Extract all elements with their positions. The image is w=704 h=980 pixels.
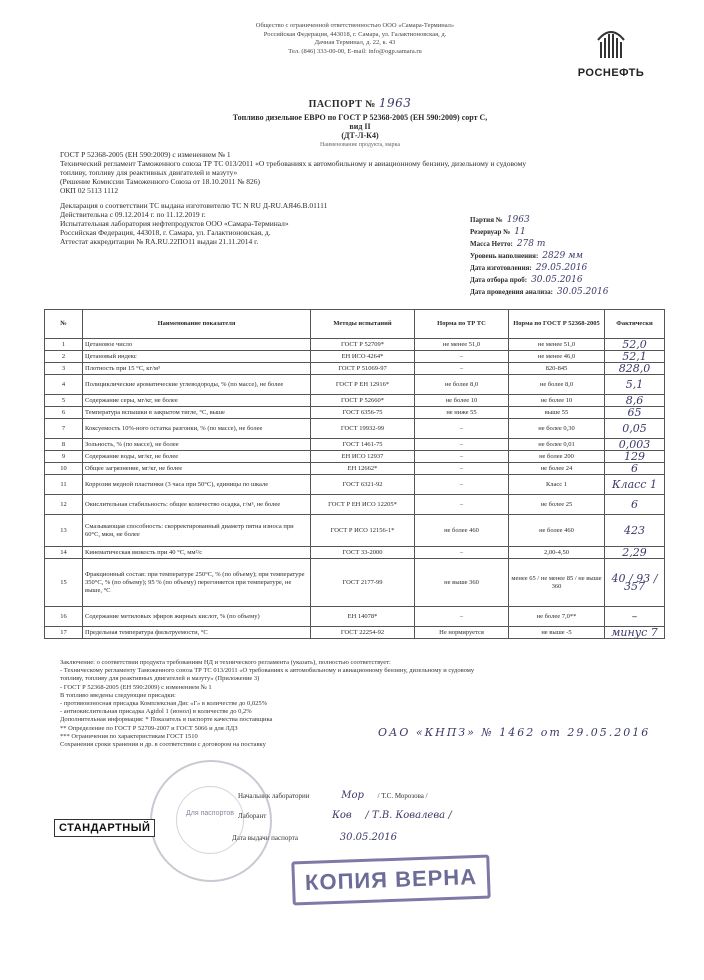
batch-value: 2829 мм [542,251,583,261]
table-row [45,463,665,475]
table-row [45,351,665,363]
cell-actual: 129 [605,451,665,463]
conclusion-line: Сохранения сроки хранения и др. в соответствии с договором на поставку [60,741,266,749]
cell-number: 12 [45,495,83,515]
conclusion-line: В топливо введены следующие присадки: [60,691,176,699]
cell-norm-gost: не более 25 [509,495,605,515]
cell-number: 5 [45,395,83,407]
table-row [45,515,665,547]
cell-actual: 52,1 [605,351,665,363]
cell-number: 3 [45,363,83,375]
batch-label: Дата проведения анализа: [470,288,553,296]
col-header: Норма по ГОСТ Р 52368-2005 [509,310,605,339]
table-header-row [45,310,665,339]
normative-line: Действительна с 09.12.2014 г. по 11.12.2019 г. [60,210,206,219]
cell-norm-gost: выше 55 [509,407,605,419]
cell-indicator: Коррозия медной пластинки (3 часа при 50°С), единицы по шкале [83,475,311,495]
batch-label: Дата изготовления: [470,264,532,272]
passport-title-prefix: ПАСПОРТ № [308,99,376,110]
cell-actual: 52,0 [605,339,665,351]
signature-name: / Т.С. Морозова / [377,792,428,800]
cell-norm-trts: – [415,475,509,495]
cell-indicator: Общее загрязнение, мг/кг, не более [83,463,311,475]
cell-number: 1 [45,339,83,351]
cell-norm-trts: Не нормируется [415,627,509,639]
cell-method: ГОСТ 19932-99 [311,419,415,439]
cell-norm-gost: Класс 1 [509,475,605,495]
cell-indicator: Коксуемость 10%-ного остатка разгонки, % (по массе), не более [83,419,311,439]
cell-indicator: Предельная температура фильтруемости, °С [83,627,311,639]
col-header: № [45,310,83,339]
cell-method: ГОСТ Р 51069-97 [311,363,415,375]
cell-actual: 6 [605,463,665,475]
normative-line: Технический регламент Таможенного союза ТР ТС 013/2011 «О требованиях к автомобильному и авиационному бензину, дизельному и судовому [60,159,527,168]
batch-row [470,262,670,274]
cell-number: 8 [45,439,83,451]
cell-norm-trts: – [415,351,509,363]
cell-number: 9 [45,451,83,463]
cell-indicator: Смазывающая способность: скорректированный диаметр пятна износа при 60°С, мкм, не более [83,515,311,547]
normative-line: Российская Федерация, 443018, г. Самара, ул. Галактионовская, д. [60,228,271,237]
cell-norm-gost: 820-845 [509,363,605,375]
cell-indicator: Полициклические ароматические углеводороды, % (по массе), не более [83,375,311,395]
standard-stamp: СТАНДАРТНЫЙ [54,819,155,837]
table-row [45,407,665,419]
cell-norm-trts: – [415,419,509,439]
cell-actual: 2,29 [605,547,665,559]
col-header: Методы испытаний [311,310,415,339]
batch-row [470,238,670,250]
conclusion-line: топливу, топливу для реактивных двигателей и мазуту» (Приложение 3) [60,675,260,683]
cell-method: ЕН ИСО 4264* [311,351,415,363]
cell-indicator: Кинематическая вязкость при 40 °С, мм²/с [83,547,311,559]
conclusion-line: ** Определение по ГОСТ Р 52709-2007 и ГОСТ 5066 и для ЛДЗ [60,724,238,732]
normative-line: Декларация о соответствии ТС выдана изготовителю ТС N RU Д-RU.АЯ46.В.01111 [60,201,328,210]
cell-indicator: Температура вспышки в закрытом тигле, °С, выше [83,407,311,419]
signature-name: / Т.В. Ковалева / [365,810,452,821]
table-row [45,627,665,639]
signature-mark: Мор [341,790,364,801]
cell-method: ГОСТ 6321-92 [311,475,415,495]
normative-line: (Решение Комиссии Таможенного Союза от 18.10.2011 № 826) [60,177,260,186]
rosneft-logo [556,28,666,79]
cell-actual: 6 [605,495,665,515]
table-row [45,363,665,375]
copy-verified-stamp: КОПИЯ ВЕРНА [291,855,491,906]
cell-indicator: Содержание метиловых эфиров жирных кислот, % (по объему) [83,607,311,627]
table-row [45,439,665,451]
cell-number: 6 [45,407,83,419]
cell-norm-gost: не менее 51,0 [509,339,605,351]
batch-label: Уровень наполнения: [470,252,539,260]
batch-label: Дата отбора проб: [470,276,528,284]
normative-line: ГОСТ Р 52368-2005 (ЕН 590:2009) с изменением № 1 [60,150,231,159]
cell-actual: Класс 1 [605,475,665,495]
cell-actual: 8,6 [605,395,665,407]
cell-norm-trts: – [415,495,509,515]
passport-title-block [230,96,490,148]
company-line: Российская Федерация, 443018, г. Самара, ул. Галактионовская, д. [263,30,447,38]
logo-wordmark: РОСНЕФТЬ [577,67,645,79]
cell-number: 2 [45,351,83,363]
cell-indicator: Цетановый индекс [83,351,311,363]
cell-number: 15 [45,559,83,607]
cell-method: ГОСТ Р ИСО 12156-1* [311,515,415,547]
batch-row [470,274,670,286]
cell-actual: 5,1 [605,375,665,395]
cell-norm-trts: – [415,363,509,375]
table-row [45,559,665,607]
cell-actual: минус 7 [605,627,665,639]
cell-actual: 828,0 [605,363,665,375]
table-row [45,495,665,515]
cell-number: 11 [45,475,83,495]
signature-mark: Ков [332,810,352,821]
cell-norm-trts: – [415,547,509,559]
cell-number: 4 [45,375,83,395]
cell-number: 14 [45,547,83,559]
batch-value: 30.05.2016 [556,287,609,297]
cell-norm-gost: менее 65 / не менее 85 / не выше 360 [509,559,605,607]
cell-number: 10 [45,463,83,475]
table-row [45,419,665,439]
conclusion-line: - антиокислительная присадка Agidol 1 (ионол) в количестве до 0,2% [60,708,252,716]
table-row [45,547,665,559]
cell-number: 13 [45,515,83,547]
cell-norm-gost: не более 7,0** [509,607,605,627]
cell-indicator: Зольность, % (по массе), не более [83,439,311,451]
table-row [45,607,665,627]
cell-indicator: Содержание серы, мг/кг, не более [83,395,311,407]
round-seal-inner [176,786,244,854]
cell-norm-gost: 2,00-4,50 [509,547,605,559]
batch-value: 278 т [516,239,546,249]
conclusion-line: Дополнительная информация: * Показатель в паспорте качества поставщика [60,716,273,724]
batch-row [470,214,670,226]
batch-label: Партия № [470,216,503,224]
batch-value: 30.05.2016 [531,275,583,285]
cell-norm-trts: не ниже 55 [415,407,509,419]
cell-norm-trts: – [415,451,509,463]
conclusion-line: - Техническому регламенту Таможенного союза ТР ТС 013/2011 «О требованиях к автомобильному и авиационному бензину, дизельному и судовому [60,667,475,675]
batch-value: 29.05.2016 [535,263,588,273]
cell-norm-gost: не более 24 [509,463,605,475]
batch-value: 1963 [506,215,530,225]
normative-line: ОКП 02 5113 1112 [60,186,119,195]
table-row [45,395,665,407]
cell-norm-gost: не более 0,30 [509,419,605,439]
cell-method: ГОСТ 2177-99 [311,559,415,607]
product-code: (ДТ-Л-К4) [341,131,379,140]
passport-title [230,96,490,110]
rosneft-emblem-icon [594,28,628,62]
table-row [45,451,665,463]
cell-norm-trts: не выше 360 [415,559,509,607]
product-subtitle: Наименование продукта, марка [319,142,401,148]
cell-method: ГОСТ 6356-75 [311,407,415,419]
round-seal-text: Для паспортов [186,810,234,817]
passport-number: 1963 [378,96,412,110]
batch-label: Масса Нетто: [470,240,513,248]
cell-indicator: Фракционный состав: при температуре 250°С, % (по объему); при температуре 350°С, % (по объему); 95 % (по объему) перегоняется при температуре, не выше, °С [83,559,311,607]
col-header: Норма по ТР ТС [415,310,509,339]
cell-method: ЕН ИСО 12937 [311,451,415,463]
cell-actual: 65 [605,407,665,419]
batch-label: Резервуар № [470,228,511,236]
cell-method: ЕН 12662* [311,463,415,475]
conclusion-line: *** Ограничения по характеристикам ГОСТ 1510 [60,732,198,740]
cell-norm-gost: не более 200 [509,451,605,463]
company-line: Общество с ограниченной ответственностью ООО «Самара-Терминал» [255,22,455,29]
company-line: Дачная Терминал, д. 22, к. 43 [314,39,396,46]
company-line: Тел. (846) 333-00-00, E-mail: info@ogp.samara.ru [288,47,422,55]
cell-actual: 0,003 [605,439,665,451]
cell-actual: – [605,607,665,627]
cell-method: ГОСТ 22254-92 [311,627,415,639]
cell-number: 17 [45,627,83,639]
cell-norm-gost: не более 10 [509,395,605,407]
cell-method: ГОСТ Р ЕН ИСО 12205* [311,495,415,515]
batch-info [470,214,670,298]
issue-date: 30.05.2016 [339,832,397,843]
cell-indicator: Окислительная стабильность: общее количество осадка, г/м³, не более [83,495,311,515]
cell-indicator: Цетановое число [83,339,311,351]
cell-norm-gost: не более 460 [509,515,605,547]
batch-row [470,226,670,238]
conclusion-line: - противоизносная присадка Комплексная Дис «Г» в количестве до 0,025% [60,700,268,708]
cell-indicator: Содержание воды, мг/кг, не более [83,451,311,463]
cell-norm-trts: – [415,463,509,475]
batch-row [470,250,670,262]
cell-method: ГОСТ 1461-75 [311,439,415,451]
cell-norm-gost: не выше -5 [509,627,605,639]
cell-actual: 40 / 93 / 357 [605,559,665,607]
signature-label: Начальник лаборатории [238,792,310,800]
cell-norm-trts: – [415,439,509,451]
cell-method: ГОСТ Р 52660* [311,395,415,407]
cell-norm-trts: не более 8,0 [415,375,509,395]
cell-method: ГОСТ 33-2000 [311,547,415,559]
cell-norm-trts: не менее 51,0 [415,339,509,351]
cell-norm-trts: – [415,607,509,627]
cell-norm-trts: не более 10 [415,395,509,407]
cell-norm-trts: не более 460 [415,515,509,547]
cell-norm-gost: не более 0,01 [509,439,605,451]
normative-line: Испытательная лаборатория нефтепродуктов ООО «Самара-Терминал» [60,219,289,228]
col-header: Наименование показателя [83,310,311,339]
company-header [205,22,505,56]
table-row [45,375,665,395]
cell-norm-gost: не менее 46,0 [509,351,605,363]
table-row [45,339,665,351]
cell-norm-gost: не более 8,0 [509,375,605,395]
quality-table [44,309,665,639]
cell-method: ГОСТ Р ЕН 12916* [311,375,415,395]
col-header: Фактически [605,310,665,339]
conclusion-line: - ГОСТ Р 52368-2005 (ЕН 590:2009) с изменением № 1 [60,683,212,691]
supplier-reference: ОАО «КНПЗ» № 1462 от 29.05.2016 [378,726,651,739]
signature-label: Лаборант [238,812,267,820]
signature-label: Дата выдачи паспорта [232,834,298,842]
cell-number: 7 [45,419,83,439]
batch-row [470,286,670,298]
cell-method: ЕН 14078* [311,607,415,627]
cell-number: 16 [45,607,83,627]
product-line: Топливо дизельное ЕВРО по ГОСТ Р 52368-2005 (ЕН 590:2009) сорт С, вид II [232,113,488,131]
cell-actual: 0,05 [605,419,665,439]
batch-value: 11 [514,227,526,237]
table-row [45,475,665,495]
normative-line: топливу, топливу для реактивных двигателей и мазуту» [60,168,238,177]
conclusion-line: Заключение: о соответствии продукта требованиям НД и технического регламента (указать), полностью соответствует: [60,659,391,666]
normative-line: Аттестат аккредитации № RA.RU.22ПО11 выдан 21.11.2014 г. [60,237,259,246]
cell-actual: 423 [605,515,665,547]
cell-method: ГОСТ Р 52709* [311,339,415,351]
cell-indicator: Плотность при 15 °С, кг/м³ [83,363,311,375]
